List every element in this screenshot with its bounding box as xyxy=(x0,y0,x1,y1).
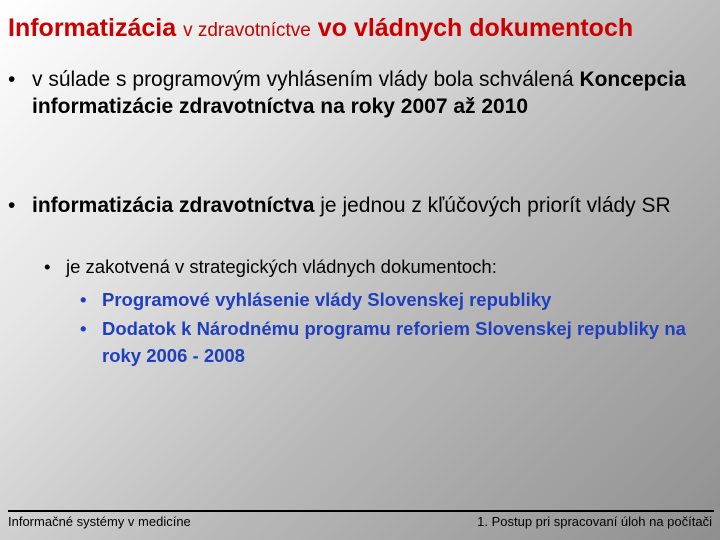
footer-divider xyxy=(8,510,714,512)
sub-bullet-text: je zakotvená v strategických vládnych dokumentoch: xyxy=(66,256,497,277)
title-part-2: v zdravotníctve xyxy=(183,20,311,41)
bullet-marker: • xyxy=(8,68,16,91)
footer-course-name: Informačné systémy v medicíne xyxy=(8,514,191,529)
bullet-text-normal: v súlade s programovým vyhlásením vlády bola schválená xyxy=(32,68,574,91)
bullet-text-bold: Koncepcia informatizácie zdravotníctva na roky 2007 až 2010 xyxy=(32,68,686,118)
sub-sub-bullet-programove-vyhlasenie xyxy=(80,286,690,313)
sub-sub-bullet-dodatok xyxy=(80,315,690,369)
title-part-3: vo vládnych dokumentoch xyxy=(317,14,634,42)
bullet-marker: • xyxy=(44,256,51,277)
bullet-text xyxy=(8,66,698,120)
slide-title xyxy=(8,14,633,43)
bullet-marker: • xyxy=(80,318,87,339)
bullet-koncepcia xyxy=(8,66,698,120)
bullet-marker: • xyxy=(80,289,87,310)
bullet-marker: • xyxy=(8,194,16,217)
footer-lecture-name: 1. Postup pri spracovaní úloh na počítači xyxy=(477,514,712,529)
sub-sub-bullet-text: Dodatok k Národnému programu reforiem Slovenskej republiky na roky 2006 - 2008 xyxy=(102,318,686,366)
bullet-priorita xyxy=(8,192,698,219)
bullet-text xyxy=(8,192,698,219)
bullet-text-bold: informatizácia zdravotníctva xyxy=(32,194,315,217)
sub-bullet-zakotvena xyxy=(44,255,704,279)
sub-sub-bullet-text: Programové vyhlásenie vlády Slovenskej republiky xyxy=(102,289,552,310)
title-part-1: Informatizácia xyxy=(8,14,177,42)
bullet-text-normal: je jednou z kľúčových priorít vlády SR xyxy=(320,194,671,217)
